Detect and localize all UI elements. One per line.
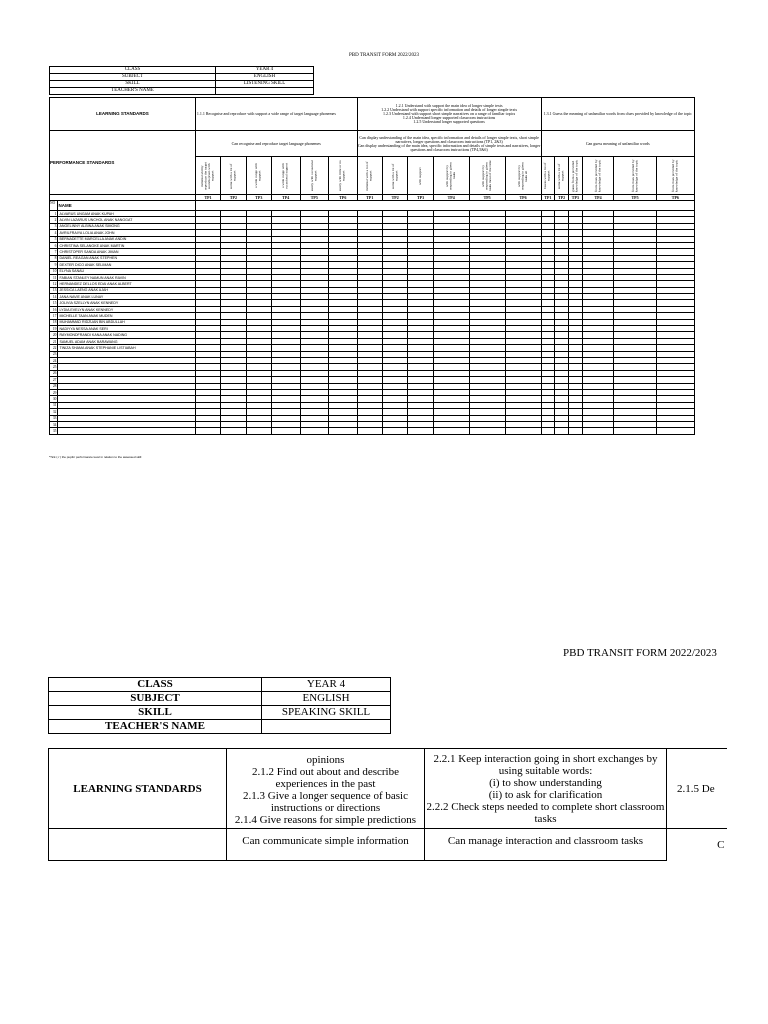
ps-descriptor	[541, 157, 555, 195]
ps-descriptor-text: a wide range with occasional support	[281, 162, 289, 189]
p2-info-row	[49, 706, 391, 720]
p2-ps-col3: C	[667, 829, 727, 861]
student-number: 26	[50, 370, 58, 376]
ps-descriptor	[357, 157, 382, 195]
ps-descriptor	[614, 157, 656, 195]
student-name: BERNADETTE MARCELLA ANAK ANDIN	[58, 236, 195, 242]
tp-label: TP5	[300, 195, 329, 201]
student-number: 32	[50, 409, 58, 415]
ps-descriptor-text: with support by responding to given tasks	[444, 161, 456, 190]
student-number: 13	[50, 287, 58, 293]
student-number: 25	[50, 364, 58, 370]
student-number: 14	[50, 294, 58, 300]
info-row	[50, 81, 314, 88]
p2-ls-col1: opinions 2.1.2 Find out about and describe experiences in the past 2.1.3 Give a longer sequence of basic instructions or directions 2.1.4 Give reasons for simple predictions	[227, 749, 425, 829]
info-value: LISTENING SKILL	[216, 81, 314, 88]
ps-descriptor-text: easily with little or no support	[338, 160, 346, 191]
ps-descriptor	[271, 157, 300, 195]
student-name: ELYNA SANAU	[58, 268, 195, 274]
student-name: TINIZA SHAMA ANAK STEPHANIE LISTIABAH	[58, 345, 195, 351]
page2-info-table	[48, 677, 391, 734]
student-number: 19	[50, 326, 58, 332]
tp-checkbox-cell[interactable]	[656, 428, 694, 434]
tp-checkbox-cell[interactable]	[329, 428, 358, 434]
ps-descriptor-text: with support by responding to given tasks all	[516, 161, 528, 190]
student-name: JANA NAVIE ANAK LUNAY	[58, 294, 195, 300]
ps-descriptor	[408, 157, 433, 195]
ps-descriptor	[469, 157, 505, 195]
ps-descriptor	[329, 157, 358, 195]
tp-label: TP2	[383, 195, 408, 201]
student-name: MICHELLE TAAN ANAK MUDEN	[58, 313, 195, 319]
student-number: 6	[50, 242, 58, 248]
ps-group-1: Can recognise and reproduce target language phonemes	[195, 131, 357, 157]
p2-info-label: CLASS	[49, 678, 262, 692]
tp-label: TP2	[221, 195, 246, 201]
student-number: 35	[50, 428, 58, 434]
student-number: 31	[50, 402, 58, 408]
ps-descriptor	[555, 157, 569, 195]
student-name: SAMUEL ADAM ANAK BARAWANG	[58, 338, 195, 344]
student-name: ALVARUS UNGAM ANAK KUPAH	[58, 211, 195, 217]
tp-checkbox-cell[interactable]	[408, 428, 433, 434]
student-number: 29	[50, 389, 58, 395]
ps-descriptor	[569, 157, 583, 195]
p2-learning-standards-label: LEARNING STANDARDS	[49, 749, 227, 829]
info-label: CLASS	[50, 67, 216, 74]
ps-descriptor-text: some with a lot of support	[390, 162, 399, 189]
tp-label: TP4	[433, 195, 469, 201]
student-name: CHRISTOPER SANDA ANAK JIMAN	[58, 249, 195, 255]
student-name: DEXTER DICO ANAK SELIMAN	[58, 262, 195, 268]
p2-info-label: SKILL	[49, 706, 262, 720]
student-name: NADIYYA NESSA ANAK SERI	[58, 326, 195, 332]
tp-checkbox-cell[interactable]	[505, 428, 541, 434]
tp-checkbox-cell[interactable]	[271, 428, 300, 434]
ps-descriptor-text: some with a lot of support	[228, 162, 237, 189]
tp-label: TP6	[656, 195, 694, 201]
no-header: NO	[50, 201, 58, 211]
info-row	[50, 67, 314, 74]
student-number: 17	[50, 313, 58, 319]
student-name: AVRILFRAIYA LOLIA ANAK JOHN	[58, 230, 195, 236]
student-number: 15	[50, 300, 58, 306]
tp-checkbox-cell[interactable]	[357, 428, 382, 434]
p2-info-value: ENGLISH	[262, 692, 391, 706]
info-row	[50, 74, 314, 81]
p2-info-value[interactable]	[262, 720, 391, 734]
ps-descriptor-text: Guess with a lot of support	[543, 162, 551, 189]
student-name: DANIEL REAGAN ANAK STEPHEN	[58, 255, 195, 261]
student-number: 16	[50, 306, 58, 312]
ps-descriptor-text: some with a lot of support	[557, 162, 565, 189]
student-number: 10	[50, 268, 58, 274]
tp-checkbox-cell[interactable]	[555, 428, 569, 434]
p2-ps-col2: Can manage interaction and classroom tasks	[425, 829, 667, 861]
student-number: 8	[50, 255, 58, 261]
p2-ps-label	[49, 829, 227, 861]
ps-descriptor-text: with support	[417, 166, 422, 185]
ps-descriptor-text: minimal with a lot of support	[365, 160, 373, 191]
tp-label: TP3	[246, 195, 271, 201]
ps-group-3: Can guess meaning of unfamiliar words	[541, 131, 694, 157]
student-number: 20	[50, 332, 58, 338]
p2-info-value: YEAR 4	[262, 678, 391, 692]
student-name: FABIAN STANLEY NAMUN ANAK RAVIN	[58, 274, 195, 280]
page1-footnote: *Tick (✓) the pupils' performance level in relation to the assessed skill	[49, 455, 142, 459]
student-number: 11	[50, 274, 58, 280]
tp-label: TP1	[541, 195, 555, 201]
tp-label: TP3	[569, 195, 583, 201]
student-number: 3	[50, 223, 58, 229]
p2-info-label: TEACHER'S NAME	[49, 720, 262, 734]
ps-descriptor	[383, 157, 408, 195]
student-name	[58, 428, 195, 434]
tp-label: TP1	[195, 195, 220, 201]
student-number: 5	[50, 236, 58, 242]
ps-descriptor	[433, 157, 469, 195]
student-number: 4	[50, 230, 58, 236]
student-name: ALVIN LAZARUS UNCHOL ANAK NANGGAT	[58, 217, 195, 223]
p2-ls-col3: 2.1.5 De	[667, 749, 727, 829]
student-name: MUHAMMAD RIDZUAN BIN ABDULLAH	[58, 319, 195, 325]
info-value: YEAR 4	[216, 67, 314, 74]
tp-checkbox-cell[interactable]	[300, 428, 329, 434]
student-name: JESSICA LAENG ANAK AJAH	[58, 287, 195, 293]
tp-label: TP6	[505, 195, 541, 201]
student-row	[50, 428, 695, 434]
info-value[interactable]	[216, 88, 314, 95]
ps-descriptor	[246, 157, 271, 195]
info-row	[50, 88, 314, 95]
student-number: 22	[50, 345, 58, 351]
student-number: 28	[50, 383, 58, 389]
tp-label: TP4	[582, 195, 614, 201]
student-number: 7	[50, 249, 58, 255]
tp-label: TP2	[555, 195, 569, 201]
ps-descriptor-text: easily with occasional support	[309, 160, 318, 191]
learning-standards-label: LEARNING STANDARDS	[50, 98, 196, 131]
tp-label: TP3	[408, 195, 433, 201]
tp-label: TP5	[469, 195, 505, 201]
ps-descriptor	[505, 157, 541, 195]
student-name: HERNANDEZ DELLOS EDAI ANAK ALBERT	[58, 281, 195, 287]
tp-checkbox-cell[interactable]	[246, 428, 271, 434]
student-number: 24	[50, 357, 58, 363]
student-number: 9	[50, 262, 58, 268]
ps-descriptor-text: from clues provided by knowledge of the topic	[630, 159, 639, 192]
student-number: 18	[50, 319, 58, 325]
student-number: 30	[50, 396, 58, 402]
student-name: LYDIA EVELYN ANAK KENNEDY	[58, 306, 195, 312]
page2-assessment-table	[48, 748, 727, 861]
ps-descriptor-text: a wide range with support	[254, 163, 262, 188]
student-name: ANGELINNY ALBINA ANAK SIMONG	[58, 223, 195, 229]
tp-label: TP5	[614, 195, 656, 201]
student-name: JOLIVIA SZELLYN ANAK KENNEDY	[58, 300, 195, 306]
ps-descriptor-text: with support by responding to given tasks most of the time	[480, 160, 492, 191]
student-number: 33	[50, 415, 58, 421]
p2-info-label: SUBJECT	[49, 692, 262, 706]
page1-assessment-table	[49, 97, 695, 435]
tp-label: TP6	[329, 195, 358, 201]
tp-checkbox-cell[interactable]	[195, 428, 220, 434]
ps-descriptor	[221, 157, 246, 195]
student-number: 1	[50, 211, 58, 217]
page1-title: PBD TRANSIT FORM 2022/2023	[349, 53, 419, 58]
name-header: NAME	[58, 201, 195, 211]
tp-checkbox-cell[interactable]	[469, 428, 505, 434]
student-number: 12	[50, 281, 58, 287]
page2-title: PBD TRANSIT FORM 2022/2023	[563, 647, 717, 659]
tp-checkbox-cell[interactable]	[221, 428, 246, 434]
p2-info-row	[49, 720, 391, 734]
ls-group-3: 1.3.1 Guess the meaning of unfamiliar words from clues provided by knowledge of the topic	[541, 98, 694, 131]
student-number: 21	[50, 338, 58, 344]
student-number: 23	[50, 351, 58, 357]
student-number: 34	[50, 421, 58, 427]
ls-group-1: 1.1.1 Recognise and reproduce with support a wide range of target language phonemes	[195, 98, 357, 131]
p2-info-row	[49, 692, 391, 706]
tp-label: TP1	[357, 195, 382, 201]
ps-descriptor	[656, 157, 694, 195]
ps-descriptor-text: minimal ability reproduce the target sounds (even with support	[200, 161, 215, 190]
p2-info-row	[49, 678, 391, 692]
info-label: SUBJECT	[50, 74, 216, 81]
tp-checkbox-cell[interactable]	[582, 428, 614, 434]
tp-checkbox-cell[interactable]	[614, 428, 656, 434]
ps-descriptor-text: guess from a provided knowledge of the topic	[570, 159, 579, 192]
student-name: RAYMONDFRANDI KANA ANAK NADING	[58, 332, 195, 338]
ps-descriptor-text: from clues provided by knowledge of the topic	[670, 159, 679, 192]
ps-group-2: Can display understanding of the main idea, specific information and details of longer simple texts, short simple narratives, longer questions and classroom instructions (TP1, 2&3) Can display understanding of the main idea, specific information and details of simple texts and narratives, longer questions and classroom instructions (TP4,5&6)	[357, 131, 541, 157]
name-header-spacer	[195, 201, 694, 211]
tp-checkbox-cell[interactable]	[569, 428, 583, 434]
tp-checkbox-cell[interactable]	[541, 428, 555, 434]
ps-descriptor	[195, 157, 220, 195]
tp-checkbox-cell[interactable]	[383, 428, 408, 434]
student-number: 27	[50, 377, 58, 383]
student-number: 2	[50, 217, 58, 223]
info-label: SKILL	[50, 81, 216, 88]
tp-checkbox-cell[interactable]	[433, 428, 469, 434]
info-value: ENGLISH	[216, 74, 314, 81]
p2-ls-col2: 2.2.1 Keep interaction going in short exchanges by using suitable words: (i) to show understanding (ii) to ask for clarification 2.2.2 Check steps needed to complete short classroom tasks	[425, 749, 667, 829]
ps-descriptor	[582, 157, 614, 195]
tp-label: TP4	[271, 195, 300, 201]
performance-standards-label: PERFORMANCE STANDARDS	[50, 131, 196, 195]
ls-group-2: 1.2.1 Understand with support the main idea of longer simple texts 1.2.2 Understand with support specific information and details of longer simple texts 1.2.3 Understand with support short simple narratives on a range of familiar topics 1.2.4 Understand longer supported classroom instructions 1.2.5 Understand longer supported questions	[357, 98, 541, 131]
info-label: TEACHER'S NAME	[50, 88, 216, 95]
ps-descriptor	[300, 157, 329, 195]
ps-descriptor-text: from clues provided by knowledge of the topic	[593, 159, 602, 192]
p2-ps-col1: Can communicate simple information	[227, 829, 425, 861]
p2-info-value: SPEAKING SKILL	[262, 706, 391, 720]
student-name: CHRISTINA SELANGKE ANAK MARTIN	[58, 242, 195, 248]
page1-info-table	[49, 66, 314, 95]
